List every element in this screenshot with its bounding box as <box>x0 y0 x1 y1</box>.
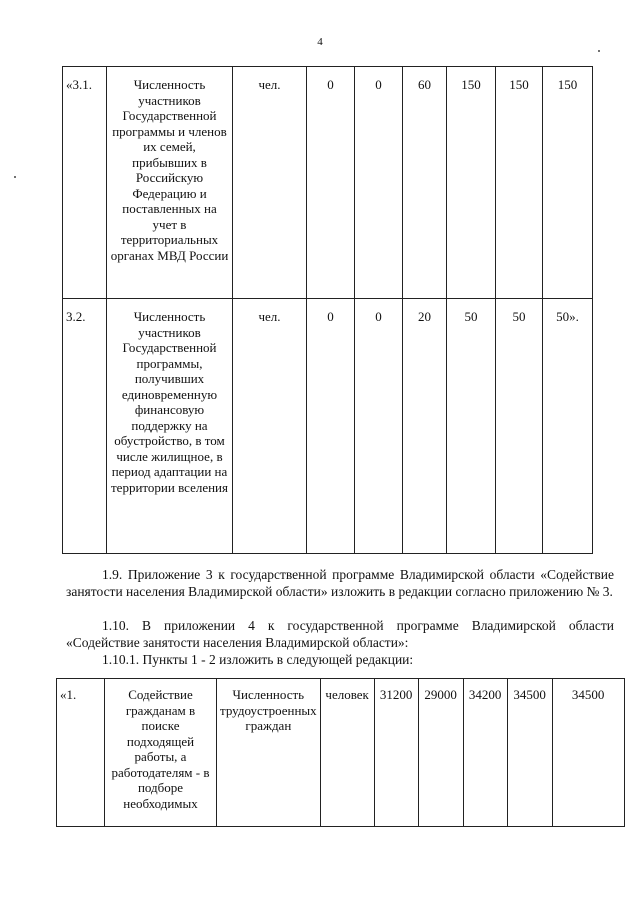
indicators-table <box>62 66 593 554</box>
row-number: 3.2. <box>63 299 107 554</box>
value-cell: 20 <box>403 299 447 554</box>
table-row <box>63 299 593 554</box>
unit: чел. <box>233 67 307 299</box>
value-cell: 34500 <box>552 679 624 827</box>
value-cell: 50 <box>447 299 496 554</box>
table-row <box>57 679 625 827</box>
value-cell: 0 <box>355 299 403 554</box>
value-cell: 50 <box>496 299 543 554</box>
indicator-name: Численность трудоустроенных граждан <box>217 679 321 827</box>
unit: человек <box>320 679 374 827</box>
paragraph-1-9: 1.9. Приложение 3 к государственной программе Владимирской области «Содействие занятости населения Владимирской области» изложить в редакции согласно приложению № 3. <box>66 567 614 599</box>
value-cell: 31200 <box>374 679 418 827</box>
value-cell: 0 <box>355 67 403 299</box>
scan-speck <box>598 50 600 52</box>
row-number: «1. <box>57 679 105 827</box>
value-cell: 150 <box>447 67 496 299</box>
value-cell: 34500 <box>507 679 552 827</box>
value-cell: 60 <box>403 67 447 299</box>
row-number: «3.1. <box>63 67 107 299</box>
value-cell: 34200 <box>463 679 507 827</box>
unit: чел. <box>233 299 307 554</box>
measures-table <box>56 678 625 827</box>
measure-name: Содействие гражданам в поиске подходящей работы, а работодателям - в подборе необходимых <box>105 679 217 827</box>
table-row <box>63 67 593 299</box>
value-cell: 0 <box>307 67 355 299</box>
value-cell: 50». <box>543 299 593 554</box>
value-cell: 0 <box>307 299 355 554</box>
paragraph-1-10: 1.10. В приложении 4 к государственной программе Владимирской области «Содействие занятости населения Владимирской области»: <box>66 618 614 650</box>
page-number: 4 <box>317 36 323 48</box>
indicator-name: Численность участников Государственной программы, получивших единовременную финансовую поддержку на обустройство, в том числе жилищное, в период адаптации на территории вселения <box>107 299 233 554</box>
indicator-name: Численность участников Государственной программы и членов их семей, прибывших в Российскую Федерацию и поставленных на учет в территориальных органах МВД России <box>107 67 233 299</box>
scan-speck <box>14 176 16 178</box>
paragraph-1-10-1: 1.10.1. Пункты 1 - 2 изложить в следующей редакции: <box>102 652 414 667</box>
value-cell: 150 <box>496 67 543 299</box>
value-cell: 29000 <box>418 679 463 827</box>
value-cell: 150 <box>543 67 593 299</box>
